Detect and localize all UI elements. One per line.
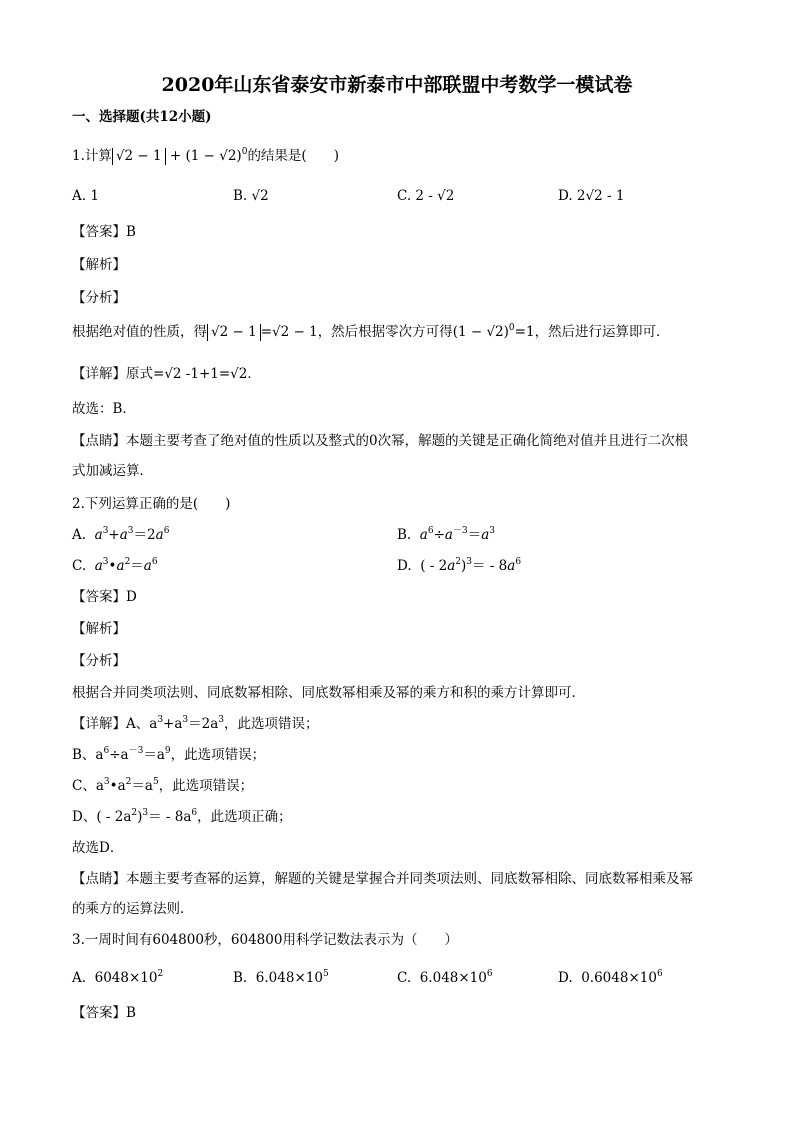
q2-comment-line2: 的乘方的运算法则． [72,901,194,917]
q2-choose: 故选D． [72,840,124,856]
q2-comment-line1: 【点睛】本题主要考查幂的运算，解题的关键是掌握合并同类项法则、同底数幂相除、同底数幂相乘及幂 [72,871,693,887]
q2-option-d: D. ( - $2a^2)^3= - 8a^6$ [397,557,522,574]
page-title: 2020年山东省泰安市新泰市中部联盟中考数学一模试卷 [161,74,633,96]
q1-detail: 【详解】原式=√2 -1+1=√2． [72,366,261,382]
q1-analysis: 根据绝对值的性质，得 √2 − 1 =√2 − 1，然后根据零次方可得$(1 - √2)^0=1$，然后进行运算即可． [72,323,670,340]
q2-detail-a: 【详解】A、$a^3+a^3=2a^3$，此选项错误； [72,715,319,732]
section-heading: 一、选择题(共12小题) [72,109,212,125]
q2-detail-c: C、$a^3•a^2=a^5$，此选项错误； [72,777,254,794]
q2-fenxi: 【分析】 [72,653,126,669]
q2-option-b: B. $a^6\div a^{-3}=a^3$ [397,526,495,543]
q1-choose: 故选：B． [72,401,136,417]
q2-option-a: A. $a^3+a^3=2a^6$ [72,526,170,543]
q3-option-a: A. $6048\times 10^2$ [72,969,164,986]
q2-jiexi: 【解析】 [72,621,126,637]
q1-fenxi: 【分析】 [72,290,126,306]
q2-detail-b: B、$a^6\div a^{-3}=a^9$，此选项错误； [72,746,266,763]
q1-stem-pre: 1.计算 [72,148,112,164]
q2-stem: 2.下列运算正确的是( ) [72,496,231,512]
q2-detail-d: D、( - $2a^2)^3= - 8a^6$，此选项正确； [72,808,292,825]
q3-option-d: D. $0.6048\times 10^6$ [558,969,663,986]
q1-option-a: A. 1 [72,188,99,204]
q1-stem-post: 的结果是( ) [247,148,339,164]
q1-jiexi: 【解析】 [72,257,126,273]
q3-option-c: C. $6.048\times 10^6$ [397,969,493,986]
q2-option-c: C. $a^3•a^2=a^6$ [72,557,158,574]
q1-abs-expr: √2 − 1 [112,148,166,165]
q1-stem: 1.计算 $√2 - 1 + (1 - √2)^0$的结果是( ) [72,147,339,164]
q2-analysis: 根据合并同类项法则、同底数幂相除、同底数幂相乘及幂的乘方和积的乘方计算即可. [72,685,576,701]
q1-option-b: B. √2 [233,188,269,204]
q1-option-c: C. 2 - √2 [397,188,455,204]
q3-option-b: B. $6.048\times 10^5$ [233,969,329,986]
q3-stem: 3.一周时间有604800秒，604800用科学记数法表示为（ ） [72,932,458,948]
q1-answer: 【答案】B [72,224,136,240]
q2-answer: 【答案】D [72,589,137,605]
q1-comment-line1: 【点睛】本题主要考查了绝对值的性质以及整式的0次幂，解题的关键是正确化简绝对值并且进行二次根 [72,433,689,449]
q3-answer: 【答案】B [72,1005,136,1021]
q1-comment-line2: 式加减运算． [72,463,153,479]
q1-option-d: D. 2√2 - 1 [558,188,625,204]
